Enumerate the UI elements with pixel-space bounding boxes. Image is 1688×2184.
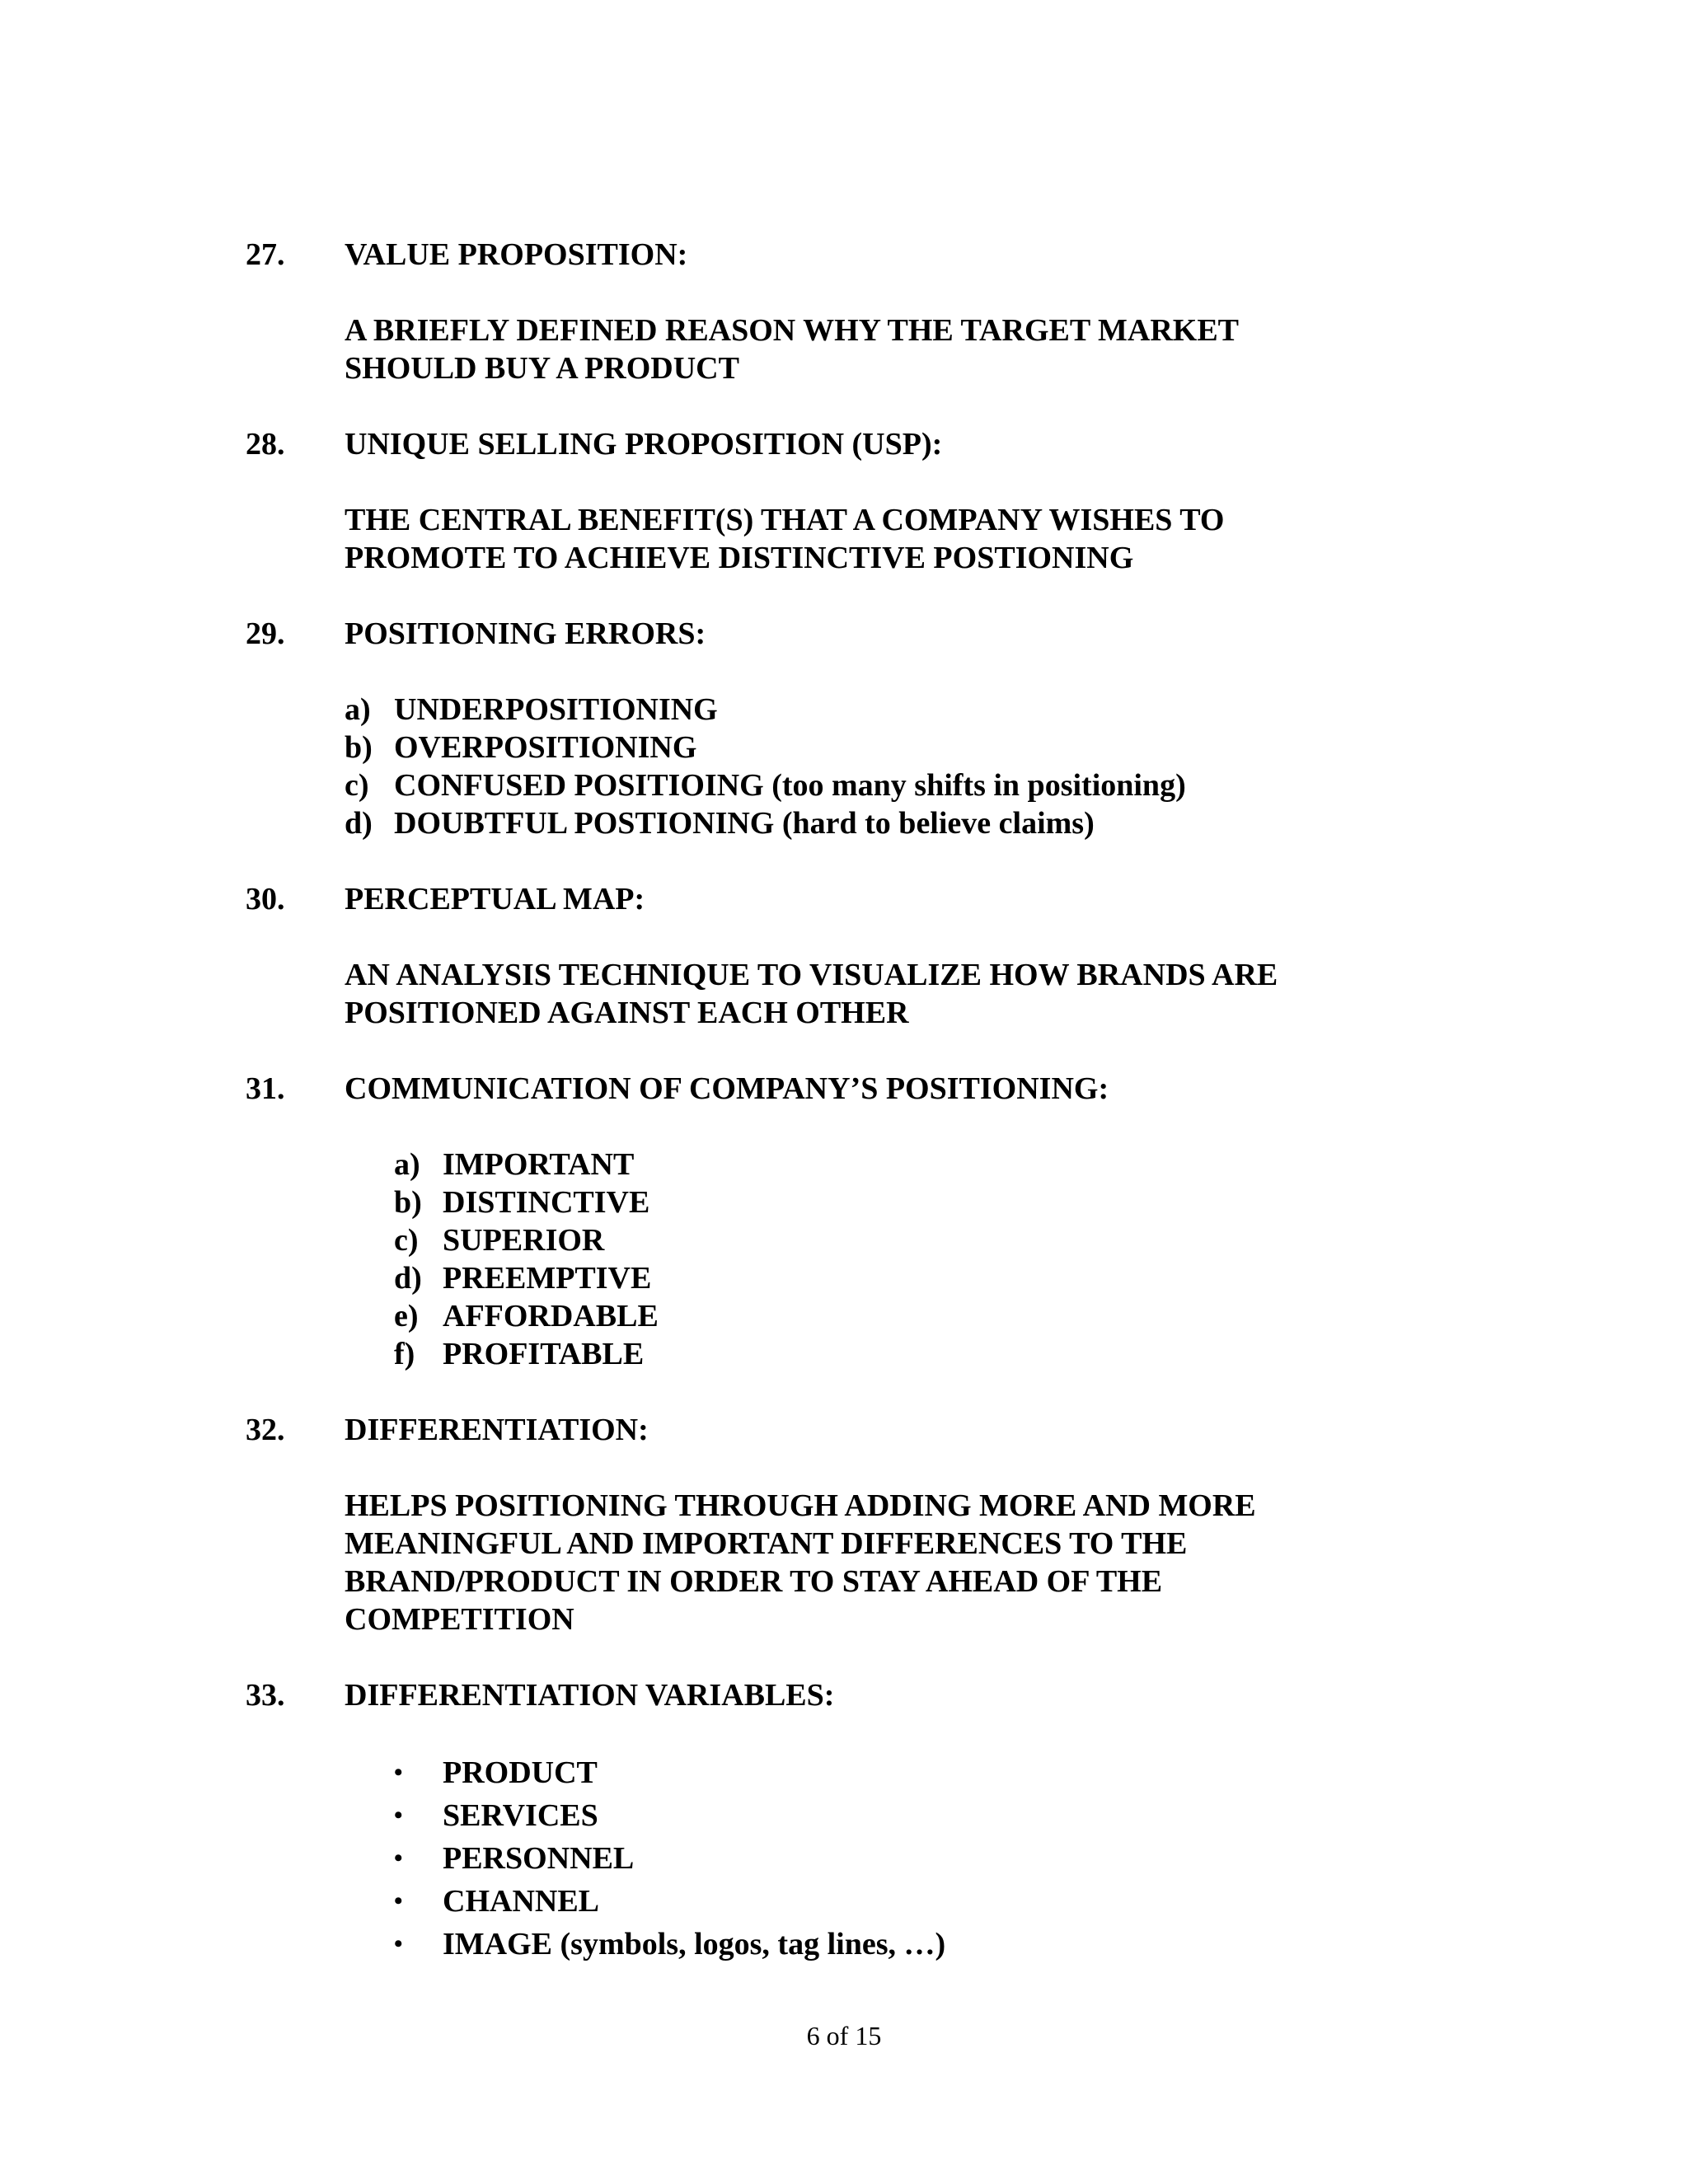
list-item-text: DOUBTFUL POSTIONING (hard to believe claims): [394, 806, 1095, 841]
section-number: 32.: [246, 1413, 285, 1447]
description-text: BRAND/PRODUCT IN ORDER TO STAY AHEAD OF THE: [345, 1564, 1163, 1599]
bullet-icon: •: [394, 1759, 403, 1786]
description-text: THE CENTRAL BENEFIT(S) THAT A COMPANY WISHES TO: [345, 503, 1225, 537]
section-heading: DIFFERENTIATION:: [345, 1413, 649, 1447]
list-marker: c): [394, 1223, 419, 1258]
description-text: COMPETITION: [345, 1602, 574, 1637]
section-heading: POSITIONING ERRORS:: [345, 616, 706, 651]
list-item-text: SUPERIOR: [443, 1223, 605, 1258]
bullet-text: PRODUCT: [443, 1755, 598, 1790]
section-heading: UNIQUE SELLING PROPOSITION (USP):: [345, 427, 943, 462]
list-item-text: AFFORDABLE: [443, 1299, 659, 1333]
list-marker: e): [394, 1299, 419, 1333]
list-item-text: DISTINCTIVE: [443, 1185, 650, 1220]
list-marker: b): [394, 1185, 422, 1220]
description-text: POSITIONED AGAINST EACH OTHER: [345, 996, 909, 1030]
description-text: PROMOTE TO ACHIEVE DISTINCTIVE POSTIONING: [345, 541, 1134, 575]
section-number: 27.: [246, 237, 285, 272]
list-item-text: CONFUSED POSITIOING (too many shifts in positioning): [394, 768, 1186, 803]
description-text: HELPS POSITIONING THROUGH ADDING MORE AND MORE: [345, 1488, 1256, 1523]
description-text: A BRIEFLY DEFINED REASON WHY THE TARGET MARKET: [345, 313, 1240, 348]
list-marker: c): [345, 768, 369, 803]
section-heading: VALUE PROPOSITION:: [345, 237, 688, 272]
list-marker: d): [345, 806, 373, 841]
section-heading: COMMUNICATION OF COMPANY’S POSITIONING:: [345, 1071, 1109, 1106]
bullet-text: SERVICES: [443, 1798, 598, 1833]
list-marker: d): [394, 1261, 422, 1296]
section-number: 28.: [246, 427, 285, 462]
bullet-text: IMAGE (symbols, logos, tag lines, …): [443, 1927, 946, 1961]
description-text: MEANINGFUL AND IMPORTANT DIFFERENCES TO THE: [345, 1526, 1188, 1561]
description-text: AN ANALYSIS TECHNIQUE TO VISUALIZE HOW BRANDS ARE: [345, 958, 1278, 992]
bullet-text: CHANNEL: [443, 1884, 600, 1919]
description-text: SHOULD BUY A PRODUCT: [345, 351, 739, 386]
list-item-text: UNDERPOSITIONING: [394, 692, 718, 727]
list-item-text: OVERPOSITIONING: [394, 730, 697, 765]
section-heading: DIFFERENTIATION VARIABLES:: [345, 1678, 835, 1713]
list-marker: f): [394, 1337, 415, 1371]
bullet-icon: •: [394, 1802, 403, 1829]
bullet-icon: •: [394, 1844, 403, 1872]
section-number: 29.: [246, 616, 285, 651]
bullet-text: PERSONNEL: [443, 1841, 635, 1876]
bullet-icon: •: [394, 1930, 403, 1957]
section-number: 30.: [246, 882, 285, 916]
list-item-text: PROFITABLE: [443, 1337, 645, 1371]
list-marker: b): [345, 730, 373, 765]
section-number: 31.: [246, 1071, 285, 1106]
section-number: 33.: [246, 1678, 285, 1713]
page-number: 6 of 15: [806, 2021, 882, 2050]
bullet-icon: •: [394, 1887, 403, 1915]
list-item-text: IMPORTANT: [443, 1147, 635, 1182]
section-heading: PERCEPTUAL MAP:: [345, 882, 645, 916]
list-marker: a): [345, 692, 371, 727]
list-marker: a): [394, 1147, 420, 1182]
list-item-text: PREEMPTIVE: [443, 1261, 652, 1296]
